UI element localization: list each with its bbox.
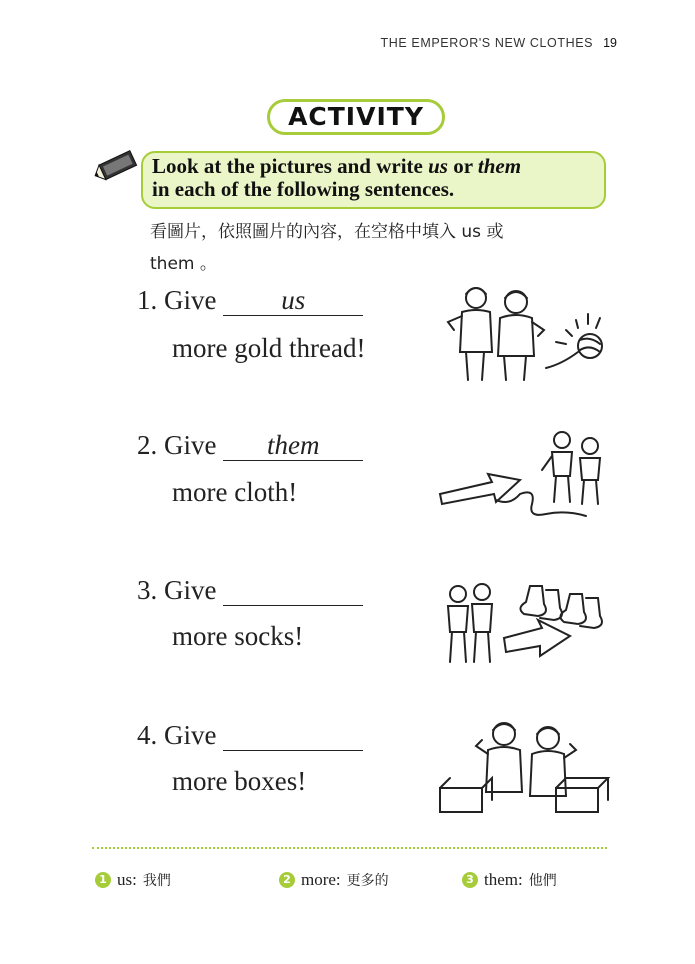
instruction-word-them: them xyxy=(477,154,522,178)
answer-blank[interactable]: them xyxy=(223,430,363,461)
page-number: 19 xyxy=(603,36,617,50)
glossary-item-us xyxy=(95,870,171,890)
instruction-line2: in each of the following sentences. xyxy=(152,177,455,201)
question-4-line1 xyxy=(137,720,363,751)
footer-divider xyxy=(92,847,607,849)
header-title: THE EMPEROR'S NEW CLOTHES xyxy=(380,36,594,50)
instruction-text xyxy=(152,155,521,201)
glossary-item-more xyxy=(279,870,389,890)
chinese-line2: them 。 xyxy=(150,254,217,274)
glossary-number: 1 xyxy=(95,872,111,888)
illustration-men-boxes xyxy=(436,716,611,814)
answer-blank[interactable] xyxy=(223,720,363,751)
glossary-word: us: xyxy=(117,870,137,889)
question-give: Give xyxy=(164,575,217,605)
answer-blank[interactable]: us xyxy=(223,285,363,316)
question-give: Give xyxy=(164,720,217,750)
question-1-line1 xyxy=(137,285,363,316)
glossary-number: 2 xyxy=(279,872,295,888)
instruction-part1: Look at the pictures and write xyxy=(152,154,429,178)
illustration-men-socks xyxy=(442,580,607,670)
glossary-word: them: xyxy=(484,870,523,889)
question-3-line1 xyxy=(137,575,363,606)
pencil-icon xyxy=(91,148,141,184)
glossary-word: more: xyxy=(301,870,341,889)
question-4-line2: more boxes! xyxy=(172,766,307,796)
glossary-translation: 更多的 xyxy=(346,873,389,889)
glossary-translation: 他們 xyxy=(528,873,557,889)
running-header xyxy=(381,36,617,50)
chinese-line1: 看圖片，依照圖片的內容，在空格中填入 us 或 xyxy=(150,222,504,242)
question-number: 3. xyxy=(137,575,158,605)
question-number: 2. xyxy=(137,430,158,460)
illustration-men-gold-thread xyxy=(438,280,613,382)
glossary-item-them xyxy=(462,870,557,890)
glossary-translation: 我們 xyxy=(142,873,171,889)
question-number: 1. xyxy=(137,285,158,315)
activity-title: ACTIVITY xyxy=(267,99,445,135)
glossary-number: 3 xyxy=(462,872,478,888)
question-give: Give xyxy=(164,430,217,460)
question-1-line2: more gold thread! xyxy=(172,333,366,363)
question-give: Give xyxy=(164,285,217,315)
chinese-instruction xyxy=(150,216,580,280)
answer-blank[interactable] xyxy=(223,575,363,606)
question-number: 4. xyxy=(137,720,158,750)
question-2-line1 xyxy=(137,430,363,461)
question-2-line2: more cloth! xyxy=(172,477,298,507)
question-3-line2: more socks! xyxy=(172,621,304,651)
instruction-word-us: us xyxy=(428,154,448,178)
illustration-men-cloth xyxy=(436,430,611,526)
instruction-part2: or xyxy=(447,154,478,178)
